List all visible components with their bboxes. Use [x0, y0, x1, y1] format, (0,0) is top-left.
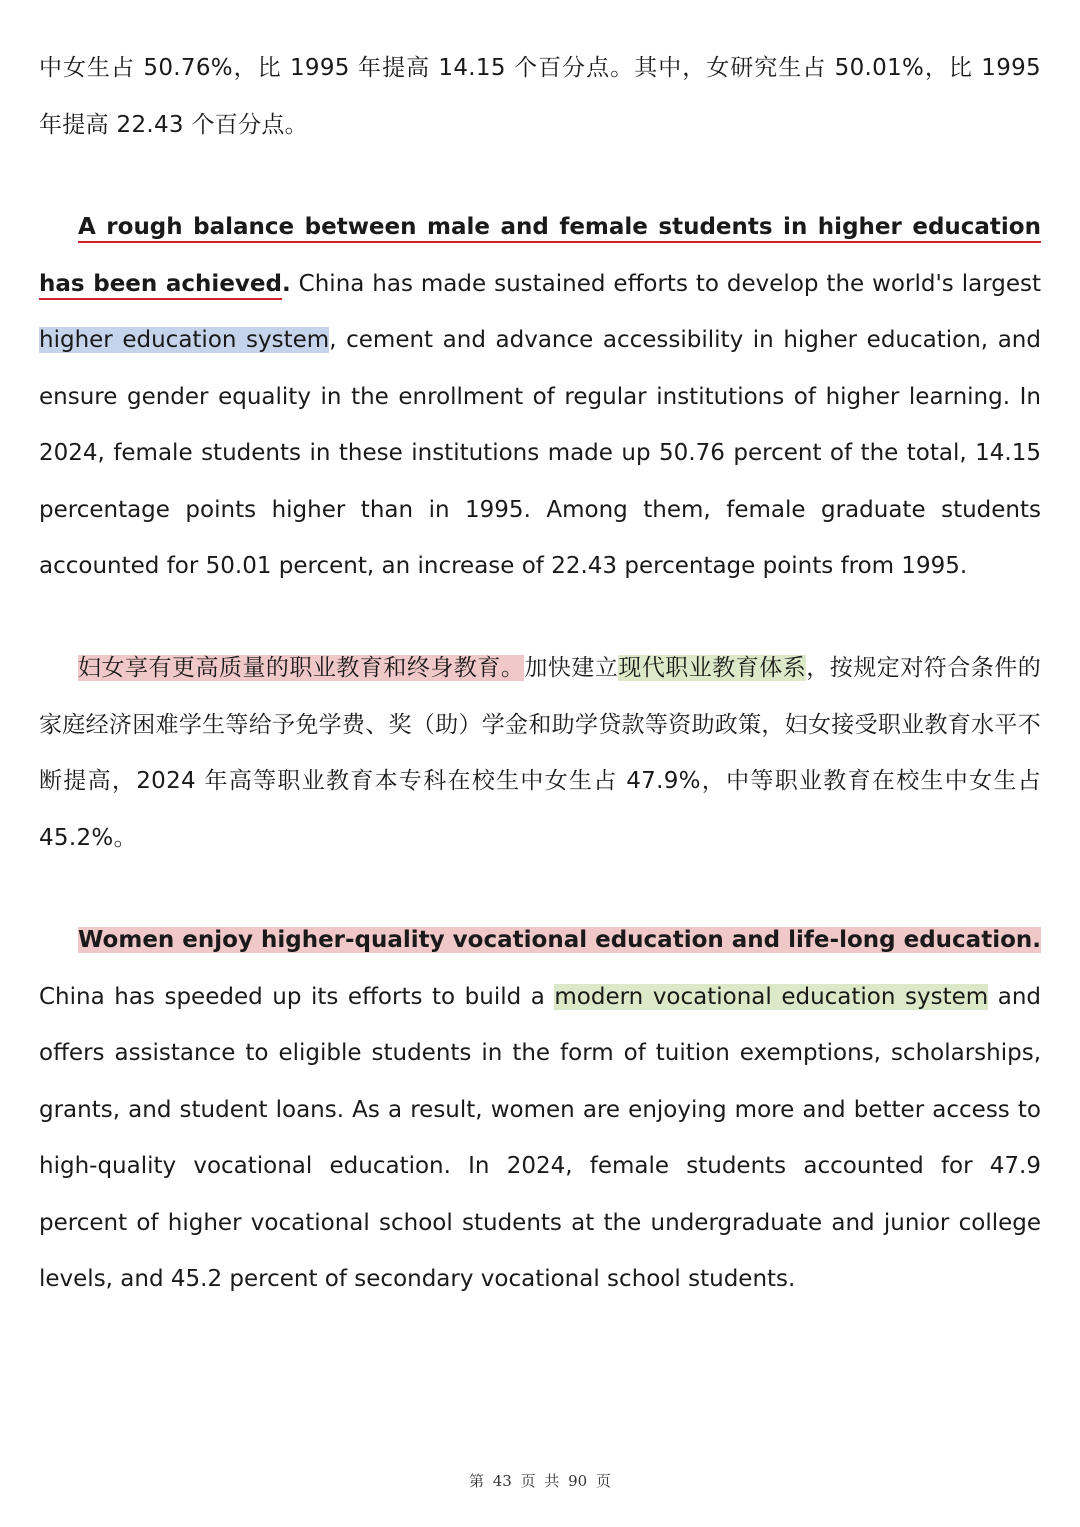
paragraph-zh-continuation	[39, 40, 1041, 153]
paragraph-text: , cement and advance accessibility in higher education, and ensure gender equality in the enrollment of regular institutions of higher learning. In 2024, female students in these institutions made up 50.76 percent of the total, 14.15 percentage points higher than in 1995. Among them, female graduate students accounted for 50.01 percent, an increase of 22.43 percentage points from 1995.	[39, 327, 1041, 579]
paragraph-text: and offers assistance to eligible students in the form of tuition exemptions, scholarships, grants, and student loans. As a result, women are enjoying more and better access to high-quality vocational education. In 2024, female students accounted for 47.9 percent of higher vocational school students at the undergraduate and junior college levels, and 45.2 percent of secondary vocational school students.	[39, 983, 1041, 1292]
paragraph-text: 中女生占 50.76%，比 1995 年提高 14.15 个百分点。其中，女研究生占 50.01%，比 1995 年提高 22.43 个百分点。	[39, 55, 1041, 138]
paragraph-heading: A rough balance between male and female students in higher education has been achieved	[39, 214, 1041, 297]
paragraph-zh-vocational	[39, 640, 1041, 866]
highlighted-phrase: higher education system	[39, 327, 330, 353]
highlighted-phrase: modern vocational education system	[554, 983, 989, 1010]
paragraph-text: ，按规定对符合条件的家庭经济困难学生等给予免学费、奖（助）学金和助学贷款等资助政策，妇女接受职业教育水平不断提高，2024 年高等职业教育本专科在校生中女生占 47.9%，中等职业教育在校生中女生占 45.2%。	[39, 655, 1041, 851]
paragraph-en-higher-education	[39, 199, 1041, 595]
page-number-footer: 第 43 页 共 90 页	[468, 1472, 611, 1490]
paragraph-text: China has speeded up its efforts to build a	[39, 983, 555, 1010]
heading-period: .	[281, 270, 291, 297]
paragraph-heading: 妇女享有更高质量的职业教育和终身教育。	[78, 655, 525, 681]
paragraph-text: China has made sustained efforts to develop the world's largest	[290, 270, 1041, 297]
paragraph-en-vocational	[39, 912, 1041, 1308]
paragraph-text: 加快建立	[524, 655, 619, 681]
highlighted-phrase: 现代职业教育体系	[618, 655, 807, 681]
paragraph-heading: Women enjoy higher-quality vocational education and life-long education.	[78, 927, 1041, 953]
